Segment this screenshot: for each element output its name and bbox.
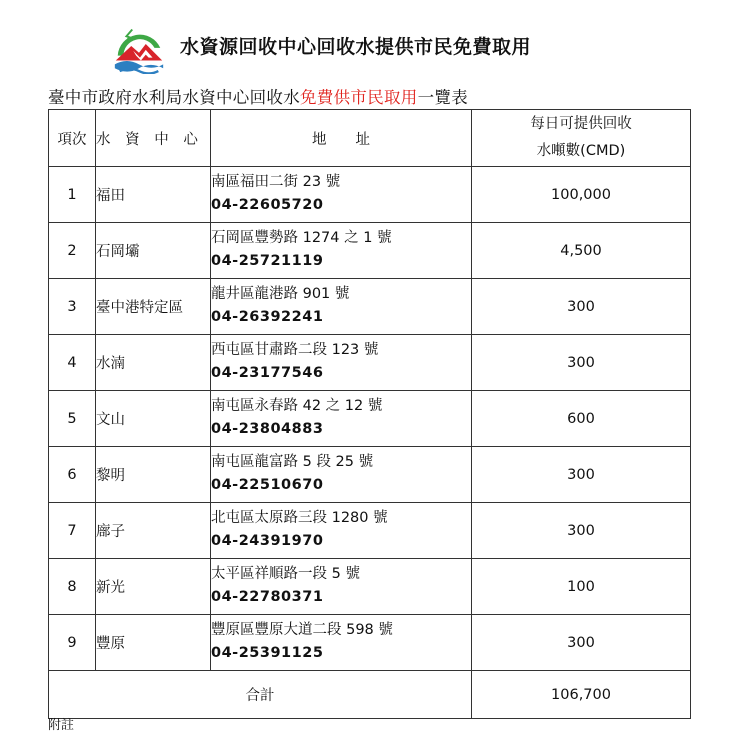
table-row xyxy=(49,391,691,447)
row-center: 黎明 xyxy=(96,447,211,503)
row-address-cell xyxy=(211,335,472,391)
table-row xyxy=(49,559,691,615)
row-center: 文山 xyxy=(96,391,211,447)
table-row xyxy=(49,223,691,279)
row-address: 南屯區永春路 42 之 12 號 xyxy=(211,398,383,414)
row-index: 7 xyxy=(49,503,96,559)
table-row xyxy=(49,167,691,223)
row-center: 水湳 xyxy=(96,335,211,391)
header-capacity xyxy=(472,110,691,167)
row-capacity: 100 xyxy=(472,559,691,615)
header-address: 地 址 xyxy=(211,110,472,167)
row-index: 9 xyxy=(49,615,96,671)
row-address: 南區福田二街 23 號 xyxy=(211,174,341,190)
recycled-water-table xyxy=(48,109,691,719)
row-capacity: 300 xyxy=(472,503,691,559)
subtitle-suffix: 一覽表 xyxy=(417,88,469,107)
row-address: 龍井區龍港路 901 號 xyxy=(211,286,350,302)
table-row xyxy=(49,279,691,335)
row-phone: 04-23177546 xyxy=(211,365,324,381)
table-row xyxy=(49,335,691,391)
row-center: 廍子 xyxy=(96,503,211,559)
row-address: 豐原區豐原大道二段 598 號 xyxy=(211,622,393,638)
row-center: 新光 xyxy=(96,559,211,615)
row-address: 南屯區龍富路 5 段 25 號 xyxy=(211,454,374,470)
row-address-cell xyxy=(211,391,472,447)
total-row xyxy=(49,671,691,719)
row-center: 豐原 xyxy=(96,615,211,671)
row-capacity: 300 xyxy=(472,615,691,671)
row-address-cell xyxy=(211,559,472,615)
table-subtitle xyxy=(48,84,468,108)
row-phone: 04-25391125 xyxy=(211,645,324,661)
row-index: 6 xyxy=(49,447,96,503)
row-capacity: 600 xyxy=(472,391,691,447)
header-capacity-line2: 水噸數(CMD) xyxy=(536,143,626,159)
table-header-row xyxy=(49,110,691,167)
row-address-cell xyxy=(211,167,472,223)
row-capacity: 4,500 xyxy=(472,223,691,279)
row-phone: 04-22605720 xyxy=(211,197,324,213)
total-label: 合計 xyxy=(49,671,472,719)
row-address-cell xyxy=(211,447,472,503)
row-capacity: 300 xyxy=(472,279,691,335)
row-capacity: 300 xyxy=(472,335,691,391)
row-index: 4 xyxy=(49,335,96,391)
row-address: 石岡區豐勢路 1274 之 1 號 xyxy=(211,230,392,246)
row-index: 8 xyxy=(49,559,96,615)
row-phone: 04-26392241 xyxy=(211,309,324,325)
row-index: 5 xyxy=(49,391,96,447)
subtitle-prefix: 臺中市政府水利局水資中心回收水 xyxy=(48,88,300,107)
header-index: 項次 xyxy=(49,110,96,167)
row-address-cell xyxy=(211,615,472,671)
header xyxy=(110,14,531,76)
row-phone: 04-24391970 xyxy=(211,533,324,549)
row-address: 太平區祥順路一段 5 號 xyxy=(211,566,360,582)
row-index: 1 xyxy=(49,167,96,223)
row-center: 臺中港特定區 xyxy=(96,279,211,335)
row-phone: 04-22510670 xyxy=(211,477,324,493)
table-row xyxy=(49,615,691,671)
footnote: 附註 xyxy=(48,718,75,733)
row-capacity: 300 xyxy=(472,447,691,503)
row-center: 福田 xyxy=(96,167,211,223)
row-index: 2 xyxy=(49,223,96,279)
row-index: 3 xyxy=(49,279,96,335)
water-resource-logo-icon xyxy=(110,16,168,74)
table-row xyxy=(49,503,691,559)
row-address-cell xyxy=(211,279,472,335)
subtitle-highlight: 免費供市民取用 xyxy=(300,88,418,107)
row-capacity: 100,000 xyxy=(472,167,691,223)
total-value: 106,700 xyxy=(472,671,691,719)
row-phone: 04-23804883 xyxy=(211,421,324,437)
row-address: 北屯區太原路三段 1280 號 xyxy=(211,510,388,526)
page-title: 水資源回收中心回收水提供市民免費取用 xyxy=(180,35,532,58)
table-row xyxy=(49,447,691,503)
row-address: 西屯區甘肅路二段 123 號 xyxy=(211,342,379,358)
row-center: 石岡壩 xyxy=(96,223,211,279)
row-address-cell xyxy=(211,503,472,559)
row-phone: 04-25721119 xyxy=(211,253,324,269)
header-center: 水 資 中 心 xyxy=(96,110,211,167)
row-phone: 04-22780371 xyxy=(211,589,324,605)
header-capacity-line1: 每日可提供回收 xyxy=(530,116,632,132)
row-address-cell xyxy=(211,223,472,279)
